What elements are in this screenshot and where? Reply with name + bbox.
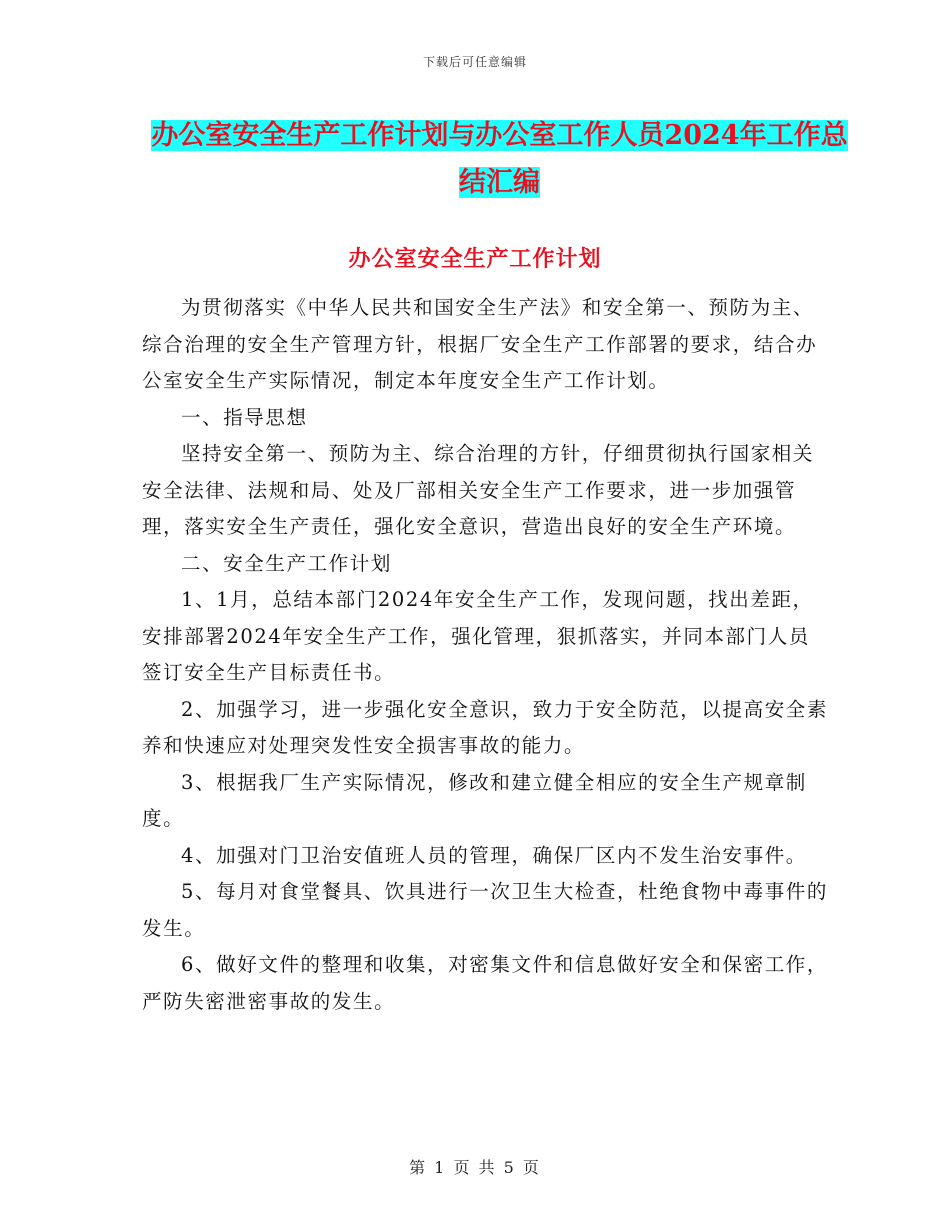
plan-item-4: 4、加强对门卫治安值班人员的管理，确保厂区内不发生治安事件。 <box>181 843 807 867</box>
document-title-text: 办公室安全生产工作计划与办公室工作人员2024年工作总结汇编 <box>151 120 848 198</box>
paragraph-guiding-ideology: 坚持安全第一、预防为主、综合治理的方针，仔细贯彻执行国家相关安全法律、法规和局、处及厂部相关安全生产工作要求，进一步加强管理，落实安全生产责任，强化安全意识，营造出良好的安全生产环境。 <box>142 442 815 538</box>
heading-work-plan: 二、安全生产工作计划 <box>181 551 393 575</box>
plan-item-1: 1、1月，总结本部门2024年安全生产工作，发现问题，找出差距，安排部署2024年安全生产工作，强化管理，狠抓落实，并同本部门人员签订安全生产目标责任书。 <box>142 588 814 684</box>
heading-guiding-ideology: 一、指导思想 <box>181 405 308 429</box>
plan-item-6: 6、做好文件的整理和收集，对密集文件和信息做好安全和保密工作，严防失密泄密事故的发生。 <box>142 953 829 1013</box>
section-title: 办公室安全生产工作计划 <box>348 246 602 272</box>
page-footer: 第 1 页 共 5 页 <box>409 1158 541 1177</box>
paragraph-intro: 为贯彻落实《中华人民共和国安全生产法》和安全第一、预防为主、综合治理的安全生产管理方针，根据厂安全生产工作部署的要求，结合办公室安全生产实际情况，制定本年度安全生产工作计划。 <box>142 296 818 392</box>
header-note: 下载后可任意编辑 <box>422 55 527 69</box>
plan-item-5: 5、每月对食堂餐具、饮具进行一次卫生大检查，杜绝食物中毒事件的发生。 <box>142 880 829 940</box>
document-title <box>142 112 857 206</box>
plan-item-3: 3、根据我厂生产实际情况，修改和建立健全相应的安全生产规章制度。 <box>142 770 807 830</box>
document-body <box>142 290 830 1020</box>
plan-item-2: 2、加强学习，进一步强化安全意识，致力于安全防范，以提高安全素养和快速应对处理突发性安全损害事故的能力。 <box>142 697 829 757</box>
